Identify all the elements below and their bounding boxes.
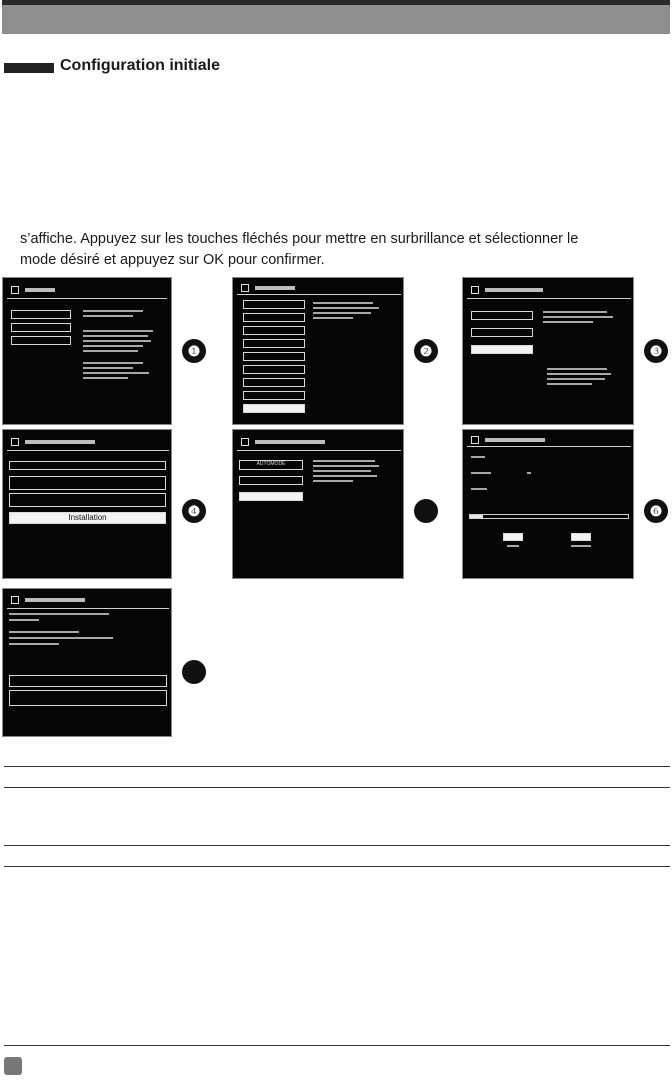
rule-2 <box>4 787 670 788</box>
screen-5-title-icon <box>241 438 249 446</box>
screen-1-title-icon <box>11 286 19 294</box>
screen-4-title-icon <box>11 438 19 446</box>
section-title: Configuration initiale <box>60 57 220 74</box>
instruction-line-2: mode désiré et appuyez sur OK pour confirmer. <box>20 252 325 268</box>
screen-2-title-icon <box>241 284 249 292</box>
rule-3 <box>4 845 670 846</box>
step-badge-1: ❶ <box>182 339 206 363</box>
step-badge-7 <box>182 660 206 684</box>
rule-footer <box>4 1045 670 1046</box>
screen-3 <box>462 277 634 425</box>
instruction-line-1: s’affiche. Appuyez sur les touches fléchés pour mettre en surbrillance et sélectionner le <box>20 231 579 247</box>
screen-5 <box>232 429 404 579</box>
installation-button: Installation <box>9 512 166 524</box>
scan-progress-bar <box>469 514 629 519</box>
screen-4 <box>2 429 172 579</box>
screen-6-title-icon <box>471 436 479 444</box>
screen-3-title-icon <box>471 286 479 294</box>
rule-1 <box>4 766 670 767</box>
screen-1-button-3 <box>11 336 71 345</box>
screen-7-title-icon <box>11 596 19 604</box>
automode-button: AUTOMODE <box>239 460 303 470</box>
screen-1 <box>2 277 172 425</box>
screen-6 <box>462 429 634 579</box>
screen-7 <box>2 588 172 737</box>
step-badge-6: ❻ <box>644 499 668 523</box>
screen-2 <box>232 277 404 425</box>
page-marker <box>4 1057 22 1075</box>
section-marker <box>4 63 54 73</box>
header-bar <box>2 0 670 34</box>
step-badge-3: ❸ <box>644 339 668 363</box>
screen-1-button-2 <box>11 323 71 332</box>
rule-4 <box>4 866 670 867</box>
step-badge-4: ❹ <box>182 499 206 523</box>
step-badge-2: ❷ <box>414 339 438 363</box>
step-badge-5 <box>414 499 438 523</box>
screen-1-button-1 <box>11 310 71 319</box>
